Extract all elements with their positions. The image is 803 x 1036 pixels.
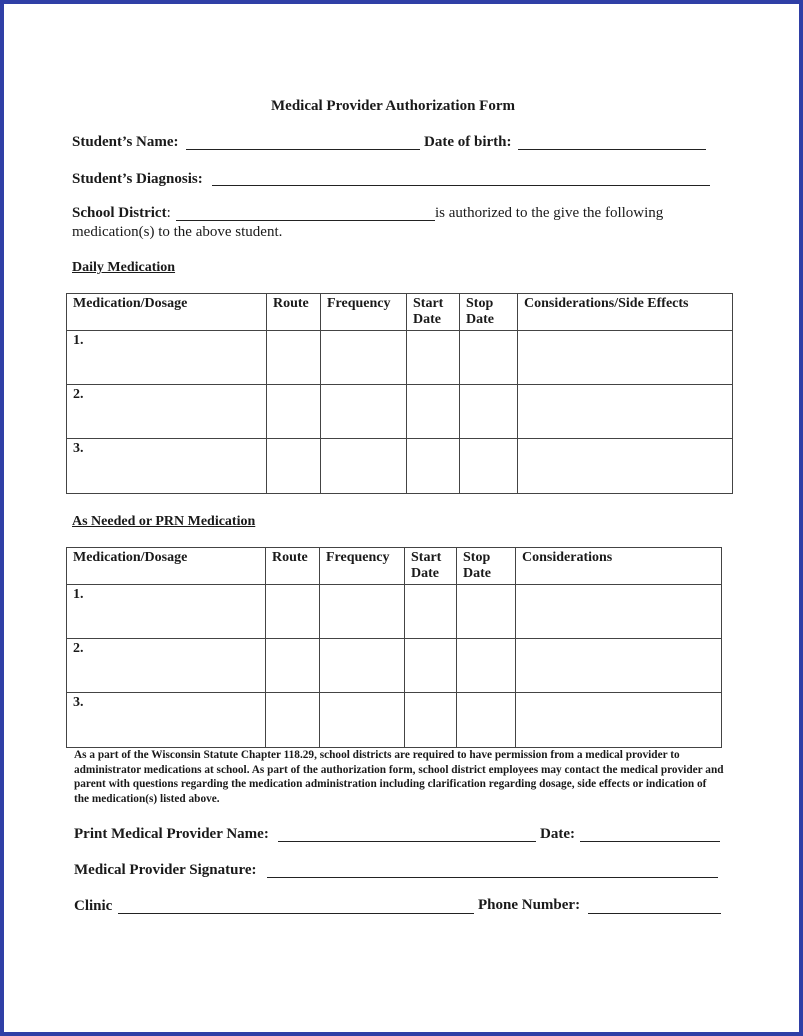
diagnosis-input[interactable] xyxy=(212,185,710,186)
table-row xyxy=(67,385,733,439)
row-number[interactable]: 2. xyxy=(67,639,266,693)
provider-name-input[interactable] xyxy=(278,841,536,842)
frequency-cell[interactable] xyxy=(320,639,405,693)
row-number[interactable]: 1. xyxy=(67,331,267,385)
table-row xyxy=(67,331,733,385)
provider-name-label: Print Medical Provider Name: xyxy=(74,826,269,842)
col-header: Start Date xyxy=(405,548,457,585)
daily-medication-table xyxy=(66,293,733,494)
form-sheet xyxy=(4,4,799,1032)
start-date-cell[interactable] xyxy=(405,639,457,693)
stop-date-cell[interactable] xyxy=(460,331,518,385)
start-date-cell[interactable] xyxy=(407,385,460,439)
col-header: Route xyxy=(267,294,321,331)
considerations-cell[interactable] xyxy=(516,639,722,693)
frequency-cell[interactable] xyxy=(320,693,405,748)
stop-date-cell[interactable] xyxy=(457,639,516,693)
stop-date-cell[interactable] xyxy=(457,585,516,639)
prn-medication-table xyxy=(66,547,722,748)
statute-disclaimer: As a part of the Wisconsin Statute Chapter 118.29, school districts are required to have permission from a medical provider to administrator medications at school. As part of the authorization form, school district employees may contact the medical provider and parent with questions regarding the medication administration including clarification regarding dosage, side effects or indication of the medication(s) listed above. xyxy=(74,749,724,805)
district-input[interactable] xyxy=(176,220,435,221)
start-date-cell[interactable] xyxy=(405,585,457,639)
district-label-row xyxy=(72,205,171,222)
frequency-cell[interactable] xyxy=(320,585,405,639)
phone-label: Phone Number: xyxy=(478,897,581,913)
date-input[interactable] xyxy=(580,841,720,842)
student-name-label: Student’s Name: xyxy=(72,134,179,150)
row-number[interactable]: 1. xyxy=(67,585,266,639)
frequency-cell[interactable] xyxy=(321,439,407,494)
district-text-1: is authorized to the give the following xyxy=(435,205,664,221)
frequency-cell[interactable] xyxy=(321,385,407,439)
dob-input[interactable] xyxy=(518,149,706,150)
route-cell[interactable] xyxy=(267,385,321,439)
row-number[interactable]: 2. xyxy=(67,385,267,439)
stop-date-cell[interactable] xyxy=(460,385,518,439)
start-date-cell[interactable] xyxy=(407,331,460,385)
district-colon: : xyxy=(166,205,171,221)
phone-input[interactable] xyxy=(588,913,721,914)
table-header-row xyxy=(67,294,733,331)
stop-date-cell[interactable] xyxy=(457,693,516,748)
daily-medication-heading: Daily Medication xyxy=(72,260,176,275)
route-cell[interactable] xyxy=(266,639,320,693)
table-row xyxy=(67,585,722,639)
clinic-label: Clinic xyxy=(74,898,113,914)
district-text-2: medication(s) to the above student. xyxy=(72,224,283,240)
considerations-cell[interactable] xyxy=(518,385,733,439)
col-header: Considerations/Side Effects xyxy=(518,294,733,331)
start-date-cell[interactable] xyxy=(407,439,460,494)
dob-label: Date of birth: xyxy=(424,134,512,150)
considerations-cell[interactable] xyxy=(518,439,733,494)
form-title: Medical Provider Authorization Form xyxy=(271,98,515,114)
student-name-input[interactable] xyxy=(186,149,420,150)
prn-medication-heading: As Needed or PRN Medication xyxy=(72,514,256,529)
table-row xyxy=(67,693,722,748)
table-header-row xyxy=(67,548,722,585)
row-number[interactable]: 3. xyxy=(67,439,267,494)
col-header: Medication/Dosage xyxy=(67,548,266,585)
clinic-input[interactable] xyxy=(118,913,474,914)
row-number[interactable]: 3. xyxy=(67,693,266,748)
stop-date-cell[interactable] xyxy=(460,439,518,494)
route-cell[interactable] xyxy=(267,331,321,385)
start-date-cell[interactable] xyxy=(405,693,457,748)
frequency-cell[interactable] xyxy=(321,331,407,385)
provider-signature-input[interactable] xyxy=(267,877,718,878)
table-row xyxy=(67,439,733,494)
route-cell[interactable] xyxy=(266,693,320,748)
col-header: Frequency xyxy=(320,548,405,585)
col-header: Start Date xyxy=(407,294,460,331)
considerations-cell[interactable] xyxy=(516,585,722,639)
district-label: School District xyxy=(72,205,167,221)
considerations-cell[interactable] xyxy=(518,331,733,385)
table-row xyxy=(67,639,722,693)
provider-signature-label: Medical Provider Signature: xyxy=(74,862,257,878)
diagnosis-label: Student’s Diagnosis: xyxy=(72,171,203,187)
col-header: Route xyxy=(266,548,320,585)
route-cell[interactable] xyxy=(267,439,321,494)
route-cell[interactable] xyxy=(266,585,320,639)
considerations-cell[interactable] xyxy=(516,693,722,748)
col-header: Stop Date xyxy=(457,548,516,585)
col-header: Frequency xyxy=(321,294,407,331)
col-header: Considerations xyxy=(516,548,722,585)
col-header: Stop Date xyxy=(460,294,518,331)
date-label: Date: xyxy=(540,826,575,842)
col-header: Medication/Dosage xyxy=(67,294,267,331)
